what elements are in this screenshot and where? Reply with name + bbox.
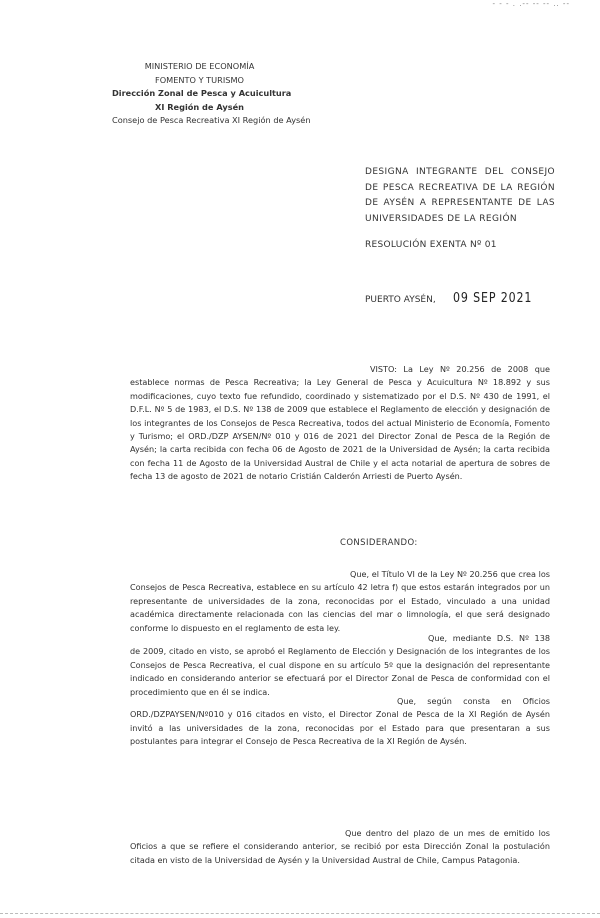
considerando-paragraph: Que, según consta en Oficios ORD./DZPAYSEN/Nº010 y 016 citados en visto, el Director Zonal de Pesca de la XI Región de Aysén invitó a las universidades de la zona, reconocidas por el Estado para que presentaran a sus postulantes para integrar el Consejo de Pesca Recreativa de la XI Región de Aysén. [130, 696, 550, 747]
considerando-1 [130, 568, 550, 635]
place-label: PUERTO AYSÉN, [365, 295, 436, 305]
header-directorate: Dirección Zonal de Pesca y Acuicultura [112, 88, 292, 98]
considerando-heading: CONSIDERANDO: [340, 538, 418, 548]
considerando-paragraph: Que, mediante D.S. Nº 138 de 2009, citado en visto, se aprobó el Reglamento de Elección y Designación de los integrantes de los Consejos de Pesca Recreativa, el cual dispone en su artículo 5º que la designación del representante indicado en considerando anterior se efectuará por el Director Zonal de Pesca de conformidad con el procedimiento que en él se indica. [130, 633, 550, 697]
header-ministry: MINISTERIO DE ECONOMÍA [144, 61, 255, 71]
resolution-number: RESOLUCIÓN EXENTA Nº 01 [365, 240, 497, 250]
scan-artifact: - - - . .-- -- -- .. -- [492, 0, 570, 8]
considerando-paragraph: Que, el Título VI de la Ley Nº 20.256 que crea los Consejos de Pesca Recreativa, establece en su artículo 42 letra f) que estos estarán integrados por un representante de universidades de la zona, reconocidas por el Estado, vinculado a una unidad académica directamente relacionada con las ciencias del mar o limnología, el que será designado conforme lo dispuesto en el reglamento de esta ley. [130, 569, 550, 633]
considerando-2 [130, 632, 550, 699]
document-title: DESIGNA INTEGRANTE DEL CONSEJO DE PESCA RECREATIVA DE LA REGIÓN DE AYSÉN A REPRESENTANTE DE LAS UNIVERSIDADES DE LA REGIÓN [365, 167, 555, 224]
place-date [365, 291, 546, 306]
header-region: XI Región de Aysén [155, 101, 244, 112]
considerando-paragraph: Que dentro del plazo de un mes de emitido los Oficios a que se refiere el considerando anterior, se recibió por esta Dirección Zonal la postulación citada en visto de la Universidad de Aysén y la Universidad Austral de Chile, Campus Patagonia. [130, 828, 550, 865]
institution-header [112, 60, 311, 128]
date-stamp: 09 SEP 2021 [452, 291, 532, 306]
visto-section [130, 363, 550, 484]
visto-paragraph: VISTO: La Ley Nº 20.256 de 2008 que establece normas de Pesca Recreativa; la Ley General de Pesca y Acuicultura Nº 18.892 y sus modificaciones, cuyo texto fue refundido, coordinado y sistematizado por el D.S. Nº 430 de 1991, el D.F.L. Nº 5 de 1983, el D.S. Nº 138 de 2009 que establece el Reglamento de elección y designación de los integrantes de los Consejos de Pesca Recreativa, todos del actual Ministerio de Economía, Fomento y Turismo; el ORD./DZP AYSEN/Nº 010 y 016 de 2021 del Director Zonal de Pesca de la Región de Aysén; la carta recibida con fecha 06 de Agosto de 2021 de la Universidad de Aysén; la carta recibida con fecha 11 de Agosto de la Universidad Austral de Chile y el acta notarial de apertura de sobres de fecha 13 de agosto de 2021 de notario Cristián Calderón Arriesti de Puerto Aysén. [130, 364, 550, 482]
considerando-3 [130, 695, 550, 749]
header-council: Consejo de Pesca Recreativa XI Región de Aysén [112, 115, 311, 125]
header-ministry-sub: FOMENTO Y TURISMO [155, 74, 244, 85]
scan-edge-line [0, 913, 600, 914]
considerando-4 [130, 827, 550, 867]
